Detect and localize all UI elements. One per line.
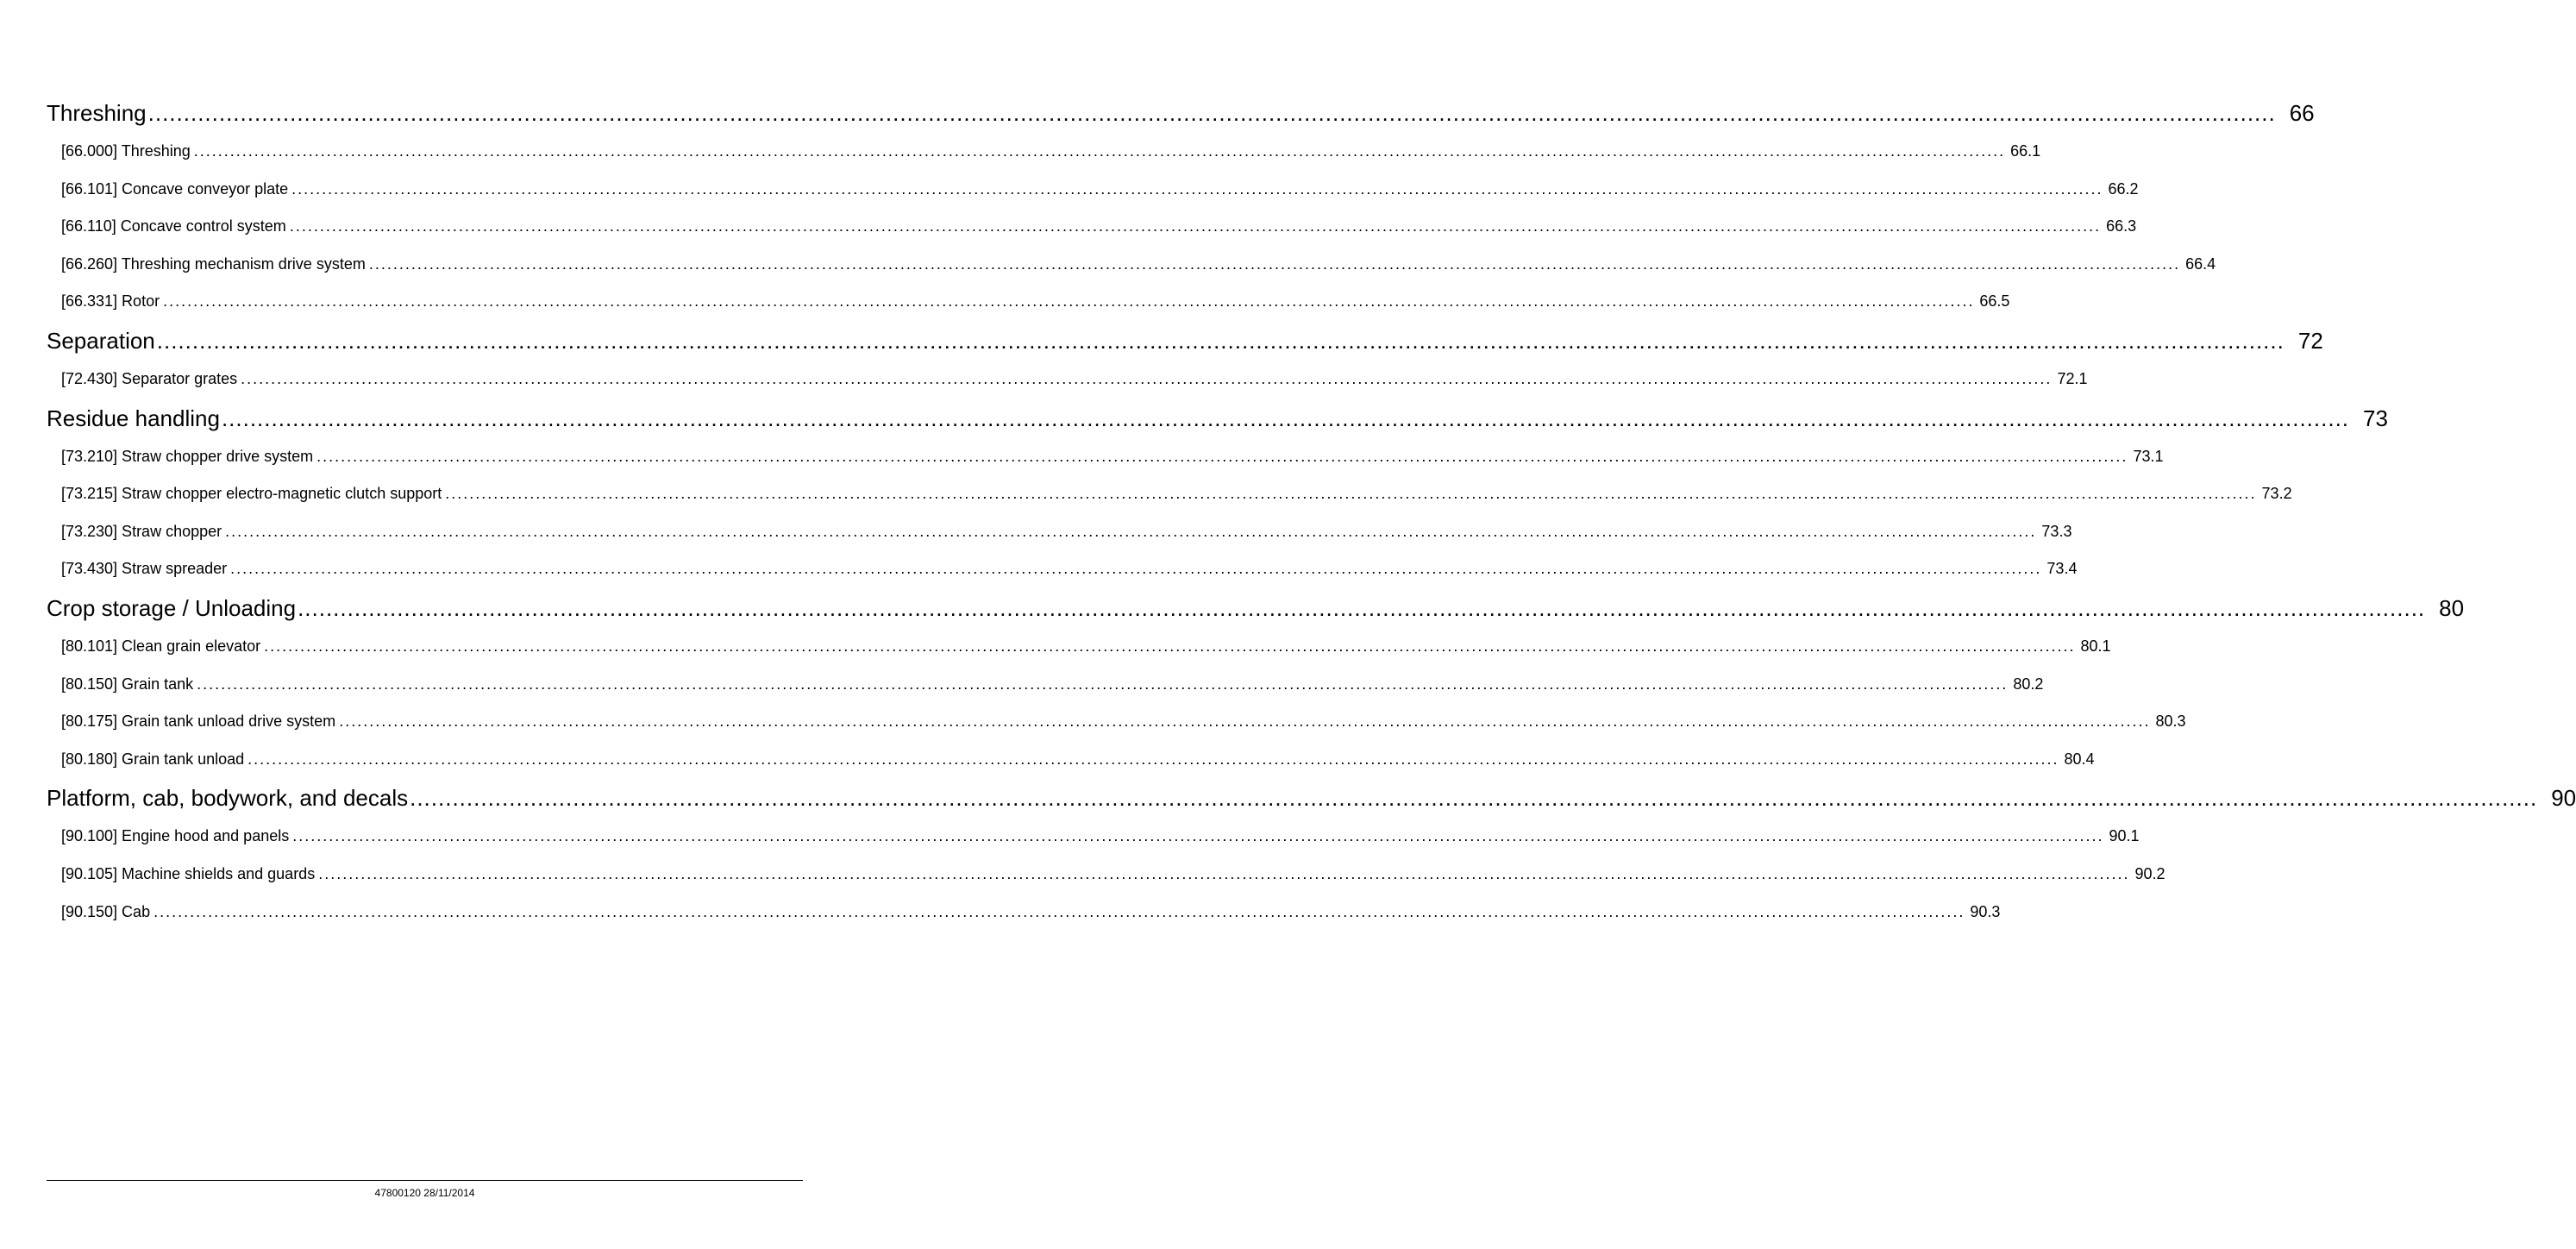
toc-subsection-page-number[interactable]: 90.1 [2109,827,2140,845]
toc-section-page-number[interactable]: 72 [2297,327,2323,354]
toc-section-page-number[interactable]: 73 [2363,405,2388,431]
dot-leader: ............................................................................................................................................................................................................................................................................................................ [193,142,2006,160]
toc-subsection-page-number[interactable]: 66.5 [1979,292,2010,311]
dot-leader: ............................................................................................................................................................................................................................................................................................................ [230,560,2042,578]
table-of-contents [47,93,2576,931]
toc-subsection-page-number[interactable]: 80.1 [2080,637,2111,655]
toc-subsection-page-number[interactable]: 73.4 [2046,560,2078,578]
toc-subsection[interactable] [47,856,2165,894]
toc-subsection-page-number[interactable]: 66.1 [2010,142,2041,160]
toc-subsection-page-number[interactable]: 80.2 [2013,675,2044,693]
toc-subsection[interactable] [47,283,2010,321]
toc-subsection-page-number[interactable]: 73.1 [2133,447,2164,465]
toc-subsection-title[interactable]: [80.180] Grain tank unload [61,750,245,768]
dot-leader: ............................................................................................................................................................................................................................................................................................................ [225,522,2037,540]
toc-subsection-title[interactable]: [66.000] Threshing [61,142,191,160]
toc-section[interactable] [47,93,2315,133]
dot-leader: ............................................................................................................................................................................................................................................................................................................ [163,292,1975,311]
toc-section[interactable] [47,588,2465,628]
toc-section[interactable] [47,399,2388,438]
toc-subsection[interactable] [47,475,2292,513]
toc-section-title[interactable]: Threshing [47,100,147,126]
toc-subsection-page-number[interactable]: 80.4 [2064,750,2095,768]
toc-subsection[interactable] [47,513,2072,551]
dot-leader: ............................................................................................................................................................................................................................................................................................................ [445,485,2257,503]
toc-subsection-page-number[interactable]: 66.3 [2106,217,2137,235]
dot-leader: ............................................................................................................................................................................................................................................................................................................ [264,637,2076,655]
dot-leader: ............................................................................................................................................................................................................................................................................................................ [156,327,2285,354]
toc-subsection-title[interactable]: [90.105] Machine shields and guards [61,864,316,882]
toc-section-title[interactable]: Separation [47,327,155,354]
toc-section[interactable] [47,321,2323,361]
toc-subsection[interactable] [47,703,2186,741]
toc-subsection-page-number[interactable]: 73.3 [2041,522,2072,540]
toc-subsection-title[interactable]: [72.430] Separator grates [61,369,238,387]
footer-doc-id-date: 47800120 28/11/2014 [374,1187,475,1199]
dot-leader: ............................................................................................................................................................................................................................................................................................................ [291,179,2103,198]
toc-subsection-page-number[interactable]: 90.2 [2134,864,2165,882]
dot-leader: ............................................................................................................................................................................................................................................................................................................ [339,712,2151,731]
toc-subsection-title[interactable]: [73.230] Straw chopper [61,522,223,540]
toc-subsection-title[interactable]: [73.215] Straw chopper electro-magnetic clutch support [61,485,442,503]
dot-leader: ............................................................................................................................................................................................................................................................................................................ [298,594,2426,621]
footer-divider [47,1180,803,1181]
toc-subsection-title[interactable]: [80.150] Grain tank [61,675,194,693]
toc-subsection-title[interactable]: [73.210] Straw chopper drive system [61,447,314,465]
toc-subsection-title[interactable]: [80.101] Clean grain elevator [61,637,261,655]
dot-leader: ............................................................................................................................................................................................................................................................................................................ [410,785,2538,812]
toc-subsection[interactable] [47,818,2140,856]
toc-section-title[interactable]: Residue handling [47,405,220,431]
dot-leader: ............................................................................................................................................................................................................................................................................................................ [197,675,2009,693]
toc-subsection[interactable] [47,438,2164,476]
toc-subsection-title[interactable]: [66.110] Concave control system [61,217,286,235]
toc-subsection[interactable] [47,741,2095,779]
toc-subsection[interactable] [47,361,2088,399]
toc-section-page-number[interactable]: 90 [2551,785,2576,812]
dot-leader: ............................................................................................................................................................................................................................................................................................................ [241,369,2053,387]
toc-subsection-title[interactable]: [66.331] Rotor [61,292,160,311]
dot-leader: ............................................................................................................................................................................................................................................................................................................ [154,902,1965,920]
toc-subsection-title[interactable]: [66.101] Concave conveyor plate [61,179,289,198]
toc-section-page-number[interactable]: 80 [2439,594,2465,621]
toc-subsection[interactable] [47,208,2137,246]
toc-subsection-page-number[interactable]: 90.3 [1970,902,2001,920]
dot-leader: ............................................................................................................................................................................................................................................................................................................ [318,864,2130,882]
toc-subsection[interactable] [47,894,2001,932]
dot-leader: ............................................................................................................................................................................................................................................................................................................ [147,100,2276,126]
dot-leader: ............................................................................................................................................................................................................................................................................................................ [221,405,2350,431]
toc-section-title[interactable]: Crop storage / Unloading [47,594,297,621]
toc-section-page-number[interactable]: 66 [2289,100,2315,126]
toc-subsection-page-number[interactable]: 66.2 [2108,179,2139,198]
toc-subsection[interactable] [47,246,2216,284]
toc-subsection-title[interactable]: [90.150] Cab [61,902,151,920]
toc-subsection-title[interactable]: [73.430] Straw spreader [61,560,228,578]
toc-subsection[interactable] [47,628,2111,666]
dot-leader: ............................................................................................................................................................................................................................................................................................................ [292,827,2104,845]
toc-subsection-title[interactable]: [90.100] Engine hood and panels [61,827,290,845]
dot-leader: ............................................................................................................................................................................................................................................................................................................ [317,447,2128,465]
toc-subsection-title[interactable]: [80.175] Grain tank unload drive system [61,712,336,731]
toc-subsection[interactable] [47,133,2041,171]
toc-section-title[interactable]: Platform, cab, bodywork, and decals [47,785,409,812]
dot-leader: ............................................................................................................................................................................................................................................................................................................ [368,254,2181,273]
toc-section[interactable] [47,778,2576,818]
dot-leader: ............................................................................................................................................................................................................................................................................................................ [289,217,2102,235]
toc-subsection-page-number[interactable]: 73.2 [2261,485,2292,503]
toc-subsection[interactable] [47,171,2139,209]
toc-subsection[interactable] [47,550,2078,588]
toc-subsection-page-number[interactable]: 66.4 [2185,254,2216,273]
toc-subsection-page-number[interactable]: 72.1 [2057,369,2088,387]
toc-subsection-title[interactable]: [66.260] Threshing mechanism drive system [61,254,366,273]
dot-leader: ............................................................................................................................................................................................................................................................................................................ [248,750,2059,768]
toc-subsection[interactable] [47,666,2044,704]
toc-subsection-page-number[interactable]: 80.3 [2155,712,2186,731]
